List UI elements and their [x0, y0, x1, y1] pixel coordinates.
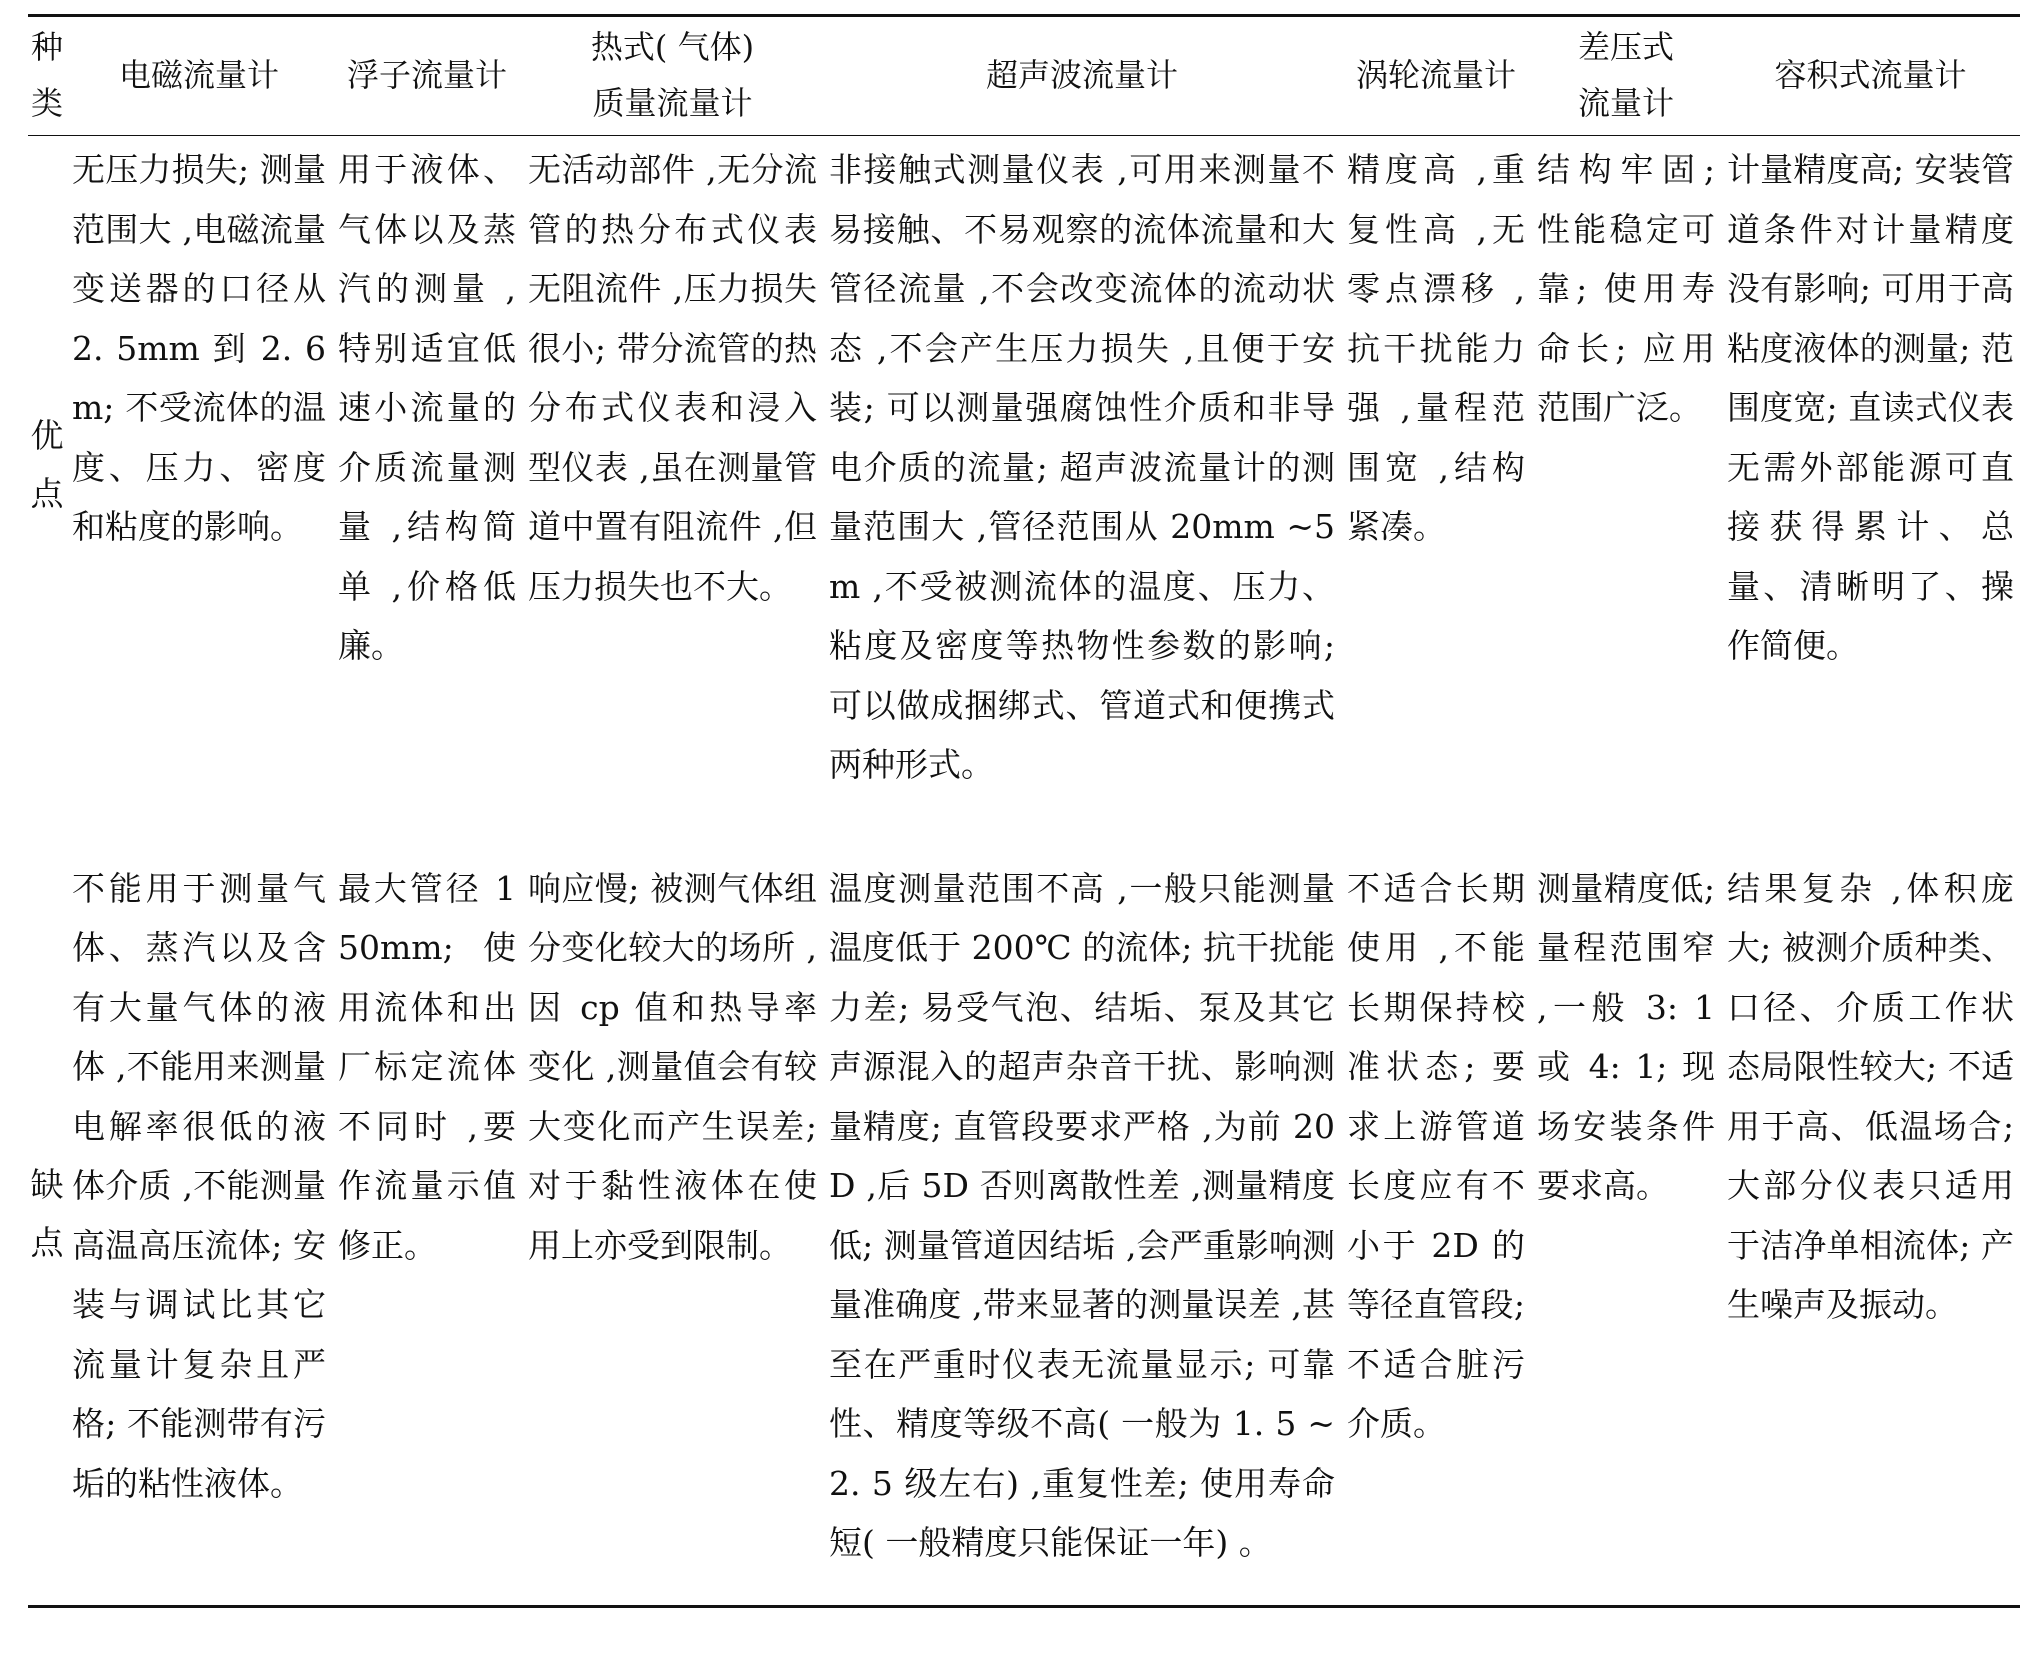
- row-label-advantages: [28, 136, 66, 855]
- flowmeter-comparison-table: [28, 14, 2020, 1608]
- header-label-line: 质量流量计: [592, 84, 753, 122]
- row-label-disadvantages: [28, 855, 66, 1607]
- table-row-advantages: [28, 136, 2020, 855]
- table-cell: 用于液体、气体以及蒸汽的测量 ,特别适宜低速小流量的介质流量测量 ,结构简单 ,价格低廉。: [338, 150, 516, 665]
- table-cell: 精度高 ,重复性高 ,无零点漂移 ,抗干扰能力强 ,量程范围宽 ,结构紧凑。: [1347, 150, 1525, 546]
- header-turbine: [1341, 16, 1531, 136]
- header-label: 浮子流量计: [346, 56, 507, 94]
- header-thermal-mass: [522, 16, 823, 136]
- table-cell: 最大管径 150mm; 使用流体和出厂标定流体不同时 ,要作流量示值修正。: [338, 868, 516, 1265]
- table-cell: 结构牢固; 性能稳定可靠; 使用寿命长; 应用范围广泛。: [1537, 150, 1715, 427]
- table-cell: 不适合长期使用 ,不能长期保持校准状态; 要求上游管道长度应有不小于 2D 的等径直管段; 不适合脏污介质。: [1347, 868, 1525, 1443]
- header-label-line: 流量计: [1577, 84, 1674, 122]
- header-category-line: 类: [30, 84, 63, 122]
- header-row: [28, 16, 2020, 136]
- row-label-line: 优: [30, 416, 64, 456]
- table-cell: 计量精度高; 安装管道条件对计量精度没有影响; 可用于高粘度液体的测量; 范围度宽; 直读式仪表无需外部能源可直接获得累计、总量、清晰明了、操作简便。: [1727, 150, 2014, 665]
- header-category-line: 种: [30, 28, 63, 66]
- header-ultrasonic: [823, 16, 1341, 136]
- table-cell: 不能用于测量气体、蒸汽以及含有大量气体的液体 ,不能用来测量电解率很低的液体介质 ,不能测量高温高压流体; 安装与调试比其它流量计复杂且严格; 不能测带有污垢的粘性液体。: [72, 868, 326, 1503]
- table-cell: 无活动部件 ,无分流管的热分布式仪表无阻流件 ,压力损失很小; 带分流管的热分布式仪表和浸入型仪表 ,虽在测量管道中置有阻流件 ,但压力损失也不大。: [528, 150, 817, 606]
- header-label: 电磁流量计: [118, 56, 279, 94]
- header-label: 涡轮流量计: [1355, 56, 1516, 94]
- table-cell: 响应慢; 被测气体组分变化较大的场所 ,因 cp 值和热导率变化 ,测量值会有较大变化而产生误差; 对于黏性液体在使用上亦受到限制。: [528, 868, 817, 1265]
- header-electromagnetic: [66, 16, 332, 136]
- table-cell: 无压力损失; 测量范围大 ,电磁流量变送器的口径从 2. 5mm 到 2. 6m; 不受流体的温度、压力、密度和粘度的影响。: [72, 150, 326, 546]
- header-positive-displacement: [1721, 16, 2020, 136]
- table-cell: 非接触式测量仪表 ,可用来测量不易接触、不易观察的流体流量和大管径流量 ,不会改变流体的流动状态 ,不会产生压力损失 ,且便于安装; 可以测量强腐蚀性介质和非导电介质的流量; 超声波流量计的测量范围大 ,管径范围从 20mm ~5m ,不受被测流体的温度、压力、粘度及密度等热物性参数的影响; 可以做成捆绑式、管道式和便携式两种形式。: [829, 150, 1335, 784]
- header-label-line: 热式( 气体): [590, 28, 755, 66]
- header-float: [332, 16, 522, 136]
- header-label: 容积式流量计: [1774, 56, 1967, 94]
- header-label-line: 差压式: [1577, 28, 1674, 66]
- header-differential-pressure: [1531, 16, 1721, 136]
- row-label-line: 点: [30, 474, 64, 514]
- row-label-line: 缺: [30, 1164, 64, 1204]
- header-label: 超声波流量计: [985, 56, 1178, 94]
- table-cell: 温度测量范围不高 ,一般只能测量温度低于 200℃ 的流体; 抗干扰能力差; 易受气泡、结垢、泵及其它声源混入的超声杂音干扰、影响测量精度; 直管段要求严格 ,为前 20D ,后 5D 否则离散性差 ,测量精度低; 测量管道因结垢 ,会严重影响测量准确度 ,带来显著的测量误差 ,甚至在严重时仪表无流量显示; 可靠性、精度等级不高( 一般为 1. 5 ~2. 5 级左右) ,重复性差; 使用寿命短( 一般精度只能保证一年) 。: [829, 868, 1335, 1562]
- table-row-disadvantages: [28, 855, 2020, 1607]
- table-cell: 结果复杂 ,体积庞大; 被测介质种类、口径、介质工作状态局限性较大; 不适用于高、低温场合; 大部分仪表只适用于洁净单相流体; 产生噪声及振动。: [1727, 868, 2014, 1324]
- table-cell: 测量精度低; 量程范围窄 ,一般 3: 1 或 4: 1; 现场安装条件要求高。: [1537, 868, 1715, 1205]
- row-label-line: 点: [30, 1222, 64, 1262]
- header-category: [28, 16, 66, 136]
